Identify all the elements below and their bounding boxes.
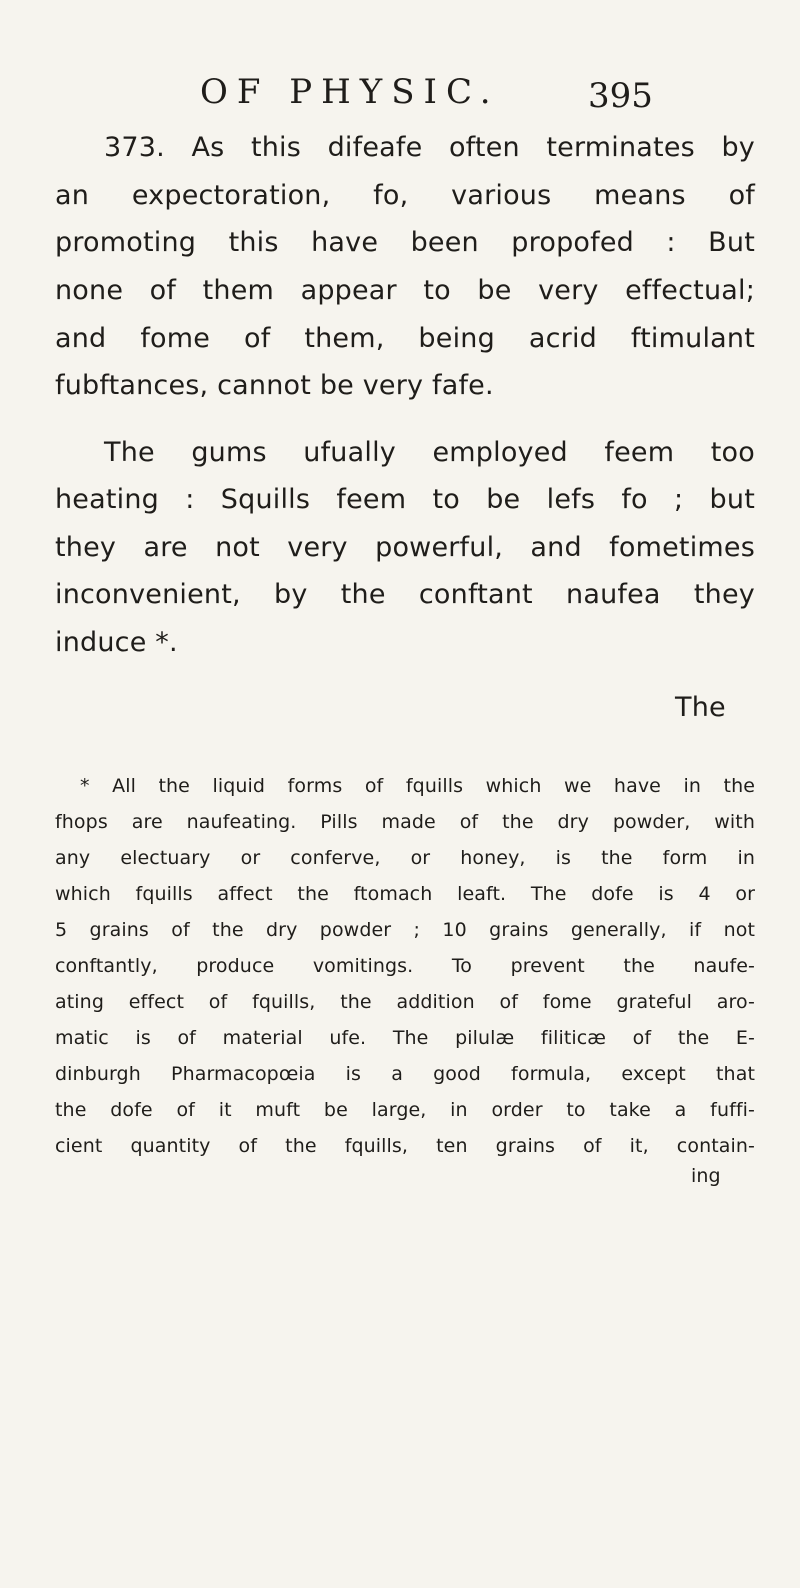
footnote-line: which fquills affect the ftomach leaft. The dofe is 4 or	[55, 883, 755, 905]
catchword: The	[675, 692, 726, 723]
footnote-line: fhops are naufeating. Pills made of the dry powder, with	[55, 811, 755, 833]
footnote-line: the dofe of it muft be large, in order to take a fuffi-	[55, 1099, 755, 1121]
text-line: induce *.	[55, 627, 178, 658]
footnote-line: any electuary or conferve, or honey, is the form in	[55, 847, 755, 869]
footnote-line: * All the liquid forms of fquills which we have in the	[80, 775, 755, 797]
page-number: 395	[588, 76, 653, 116]
footnote-line: dinburgh Pharmacopœia is a good formula, except that	[55, 1063, 755, 1085]
running-head: OF PHYSIC.	[200, 72, 500, 112]
text-line: fubftances, cannot be very fafe.	[55, 370, 494, 401]
text-line: an expectoration, fo, various means of	[55, 180, 755, 211]
text-line: inconvenient, by the conftant naufea they	[55, 579, 755, 610]
text-line: promoting this have been propofed : But	[55, 227, 755, 258]
footnote-line: cient quantity of the fquills, ten grains of it, contain-	[55, 1135, 755, 1157]
footnote-line: conftantly, produce vomitings. To prevent the naufe-	[55, 955, 755, 977]
text-line: none of them appear to be very effectual;	[55, 275, 755, 306]
text-line: heating : Squills feem to be lefs fo ; but	[55, 484, 755, 515]
footnote-line: 5 grains of the dry powder ; 10 grains generally, if not	[55, 919, 755, 941]
text-line: they are not very powerful, and fometimes	[55, 532, 755, 563]
footnote-catchword: ing	[691, 1165, 721, 1187]
text-line: 373. As this difeafe often terminates by	[104, 132, 755, 163]
text-line: The gums ufually employed feem too	[104, 437, 755, 468]
text-line: and fome of them, being acrid ftimulant	[55, 323, 755, 354]
footnote-line: matic is of material ufe. The pilulæ filiticæ of the E-	[55, 1027, 755, 1049]
footnote-line: ating effect of fquills, the addition of fome grateful aro-	[55, 991, 755, 1013]
